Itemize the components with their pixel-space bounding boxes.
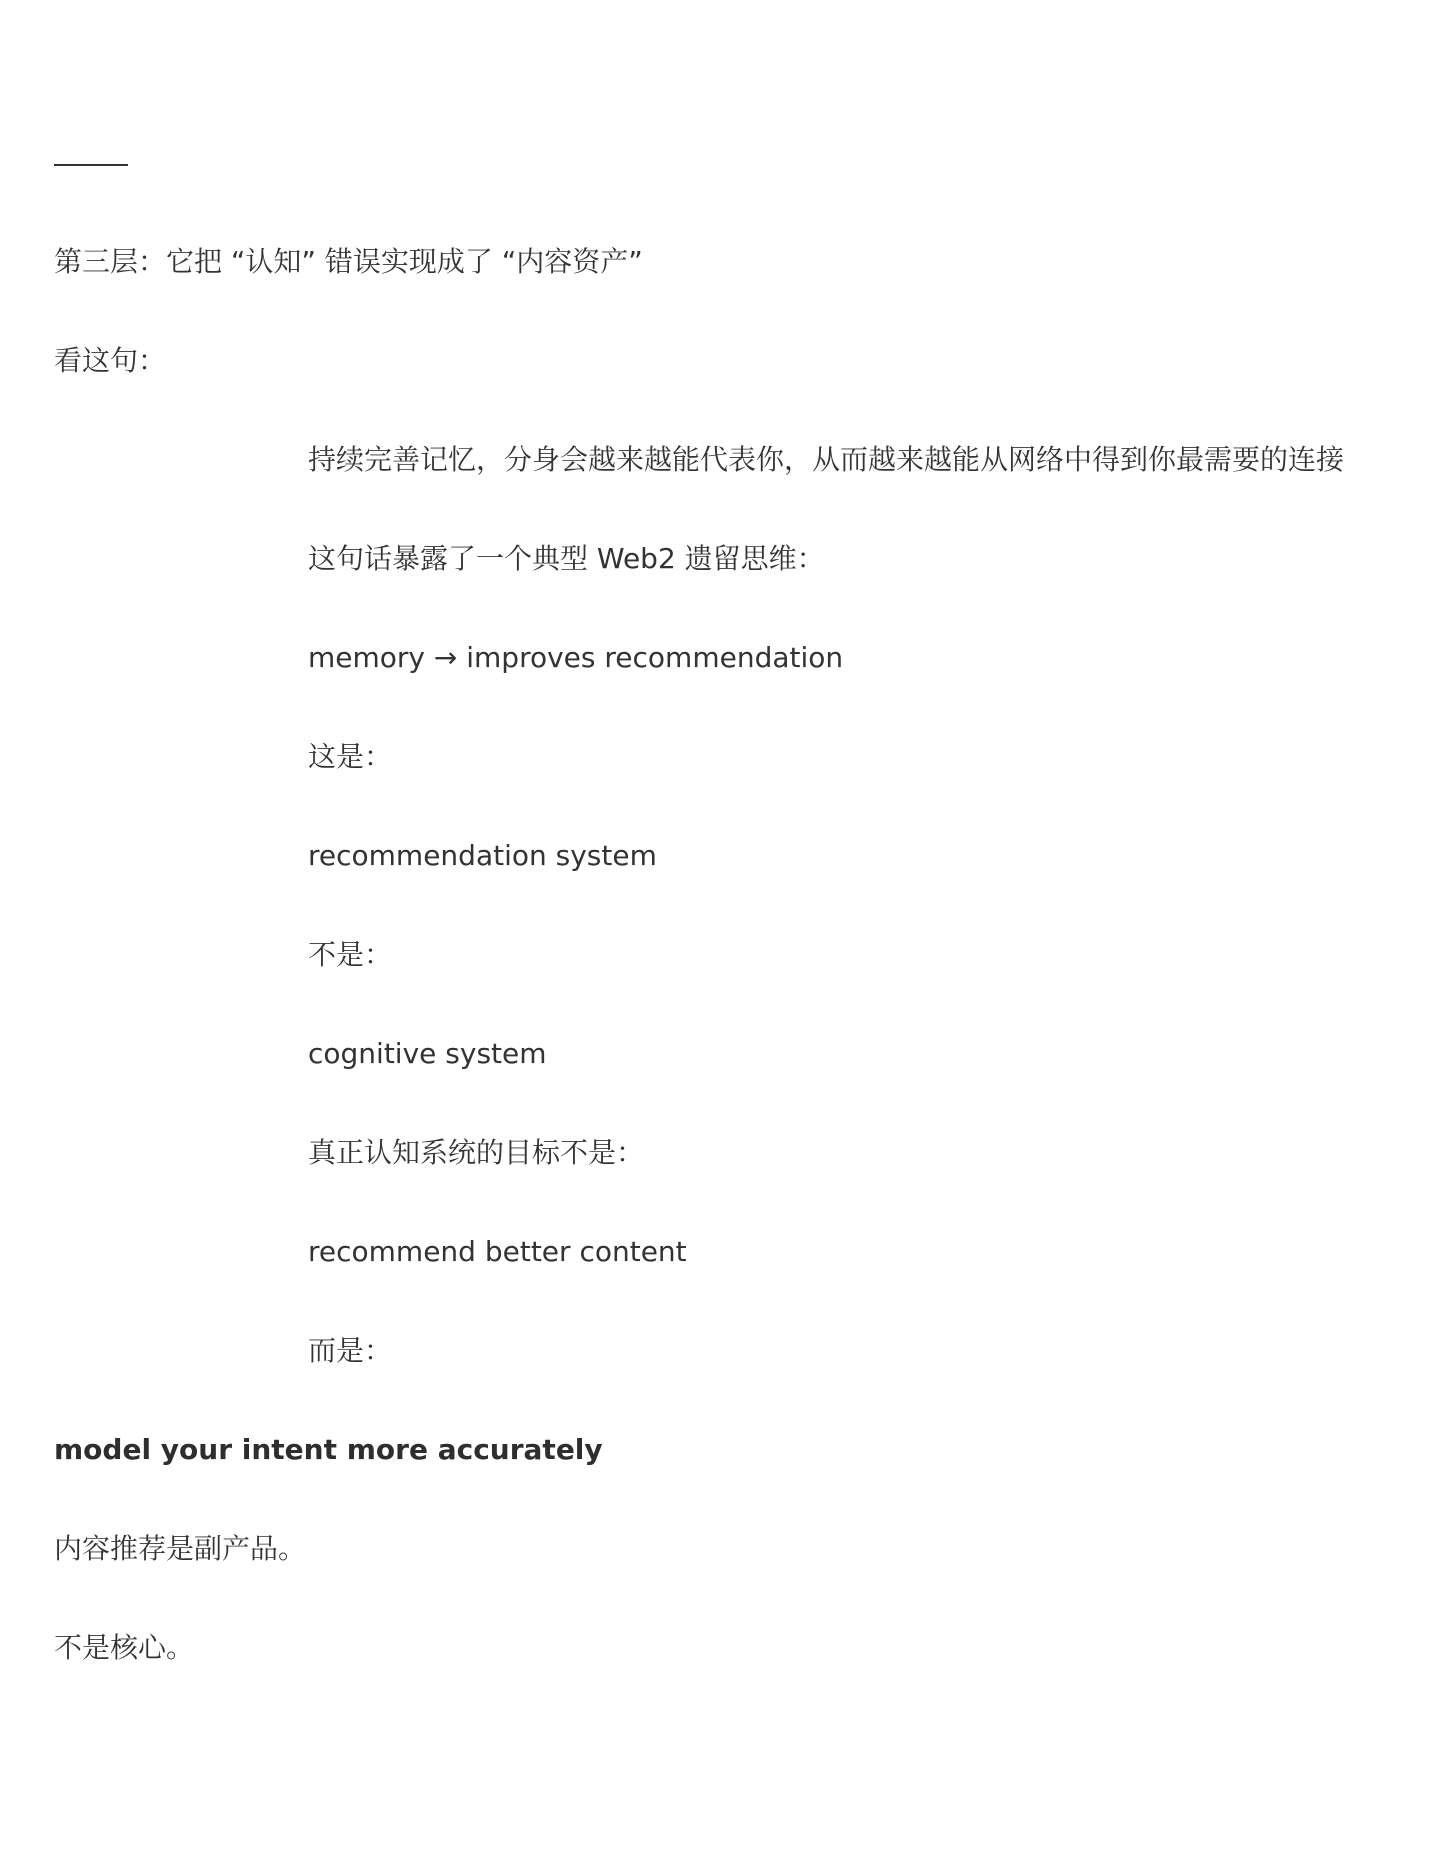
- emphasis-text: model your intent more accurately: [54, 1433, 603, 1466]
- conclusion-line: 内容推荐是副产品。: [54, 1532, 307, 1565]
- quote-line: cognitive system: [308, 1037, 547, 1070]
- quote-line: recommendation system: [308, 839, 657, 872]
- quote-line: 真正认知系统的目标不是：: [308, 1136, 645, 1169]
- section-heading: 第三层：它把 “认知” 错误实现成了 “内容资产”: [54, 245, 643, 278]
- quote-line: 不是：: [308, 938, 393, 971]
- section-divider: [54, 164, 128, 166]
- quote-line: 持续完善记忆，分身会越来越能代表你，从而越来越能从网络中得到你最需要的连接: [308, 443, 1345, 476]
- quote-line: recommend better content: [308, 1235, 687, 1268]
- quote-line: 这句话暴露了一个典型 Web2 遗留思维：: [308, 542, 825, 575]
- intro-text: 看这句：: [54, 344, 167, 377]
- conclusion-line: 不是核心。: [54, 1631, 195, 1664]
- quote-line: 而是：: [308, 1334, 393, 1367]
- quote-line: memory → improves recommendation: [308, 641, 844, 674]
- quote-line: 这是：: [308, 740, 393, 773]
